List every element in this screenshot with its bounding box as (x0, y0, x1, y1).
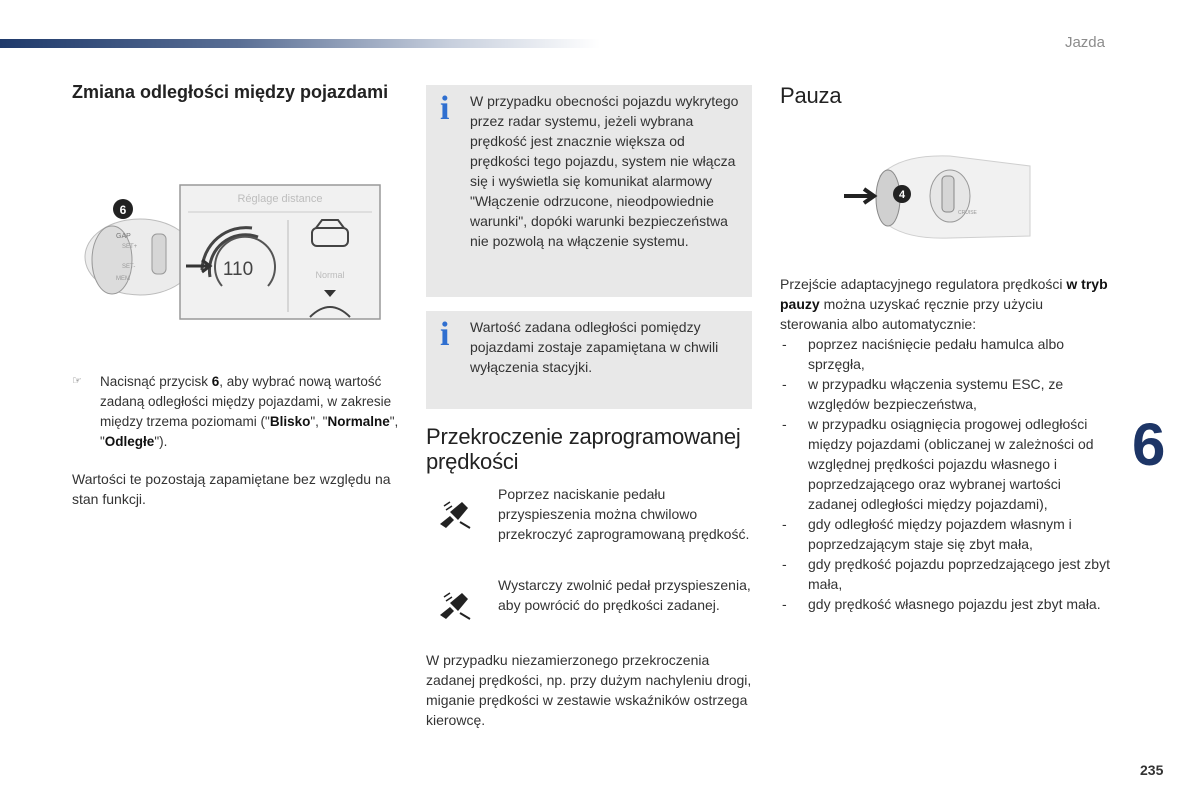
screen-title: Réglage distance (237, 193, 323, 205)
overspeed-warning-text: W przypadku niezamierzonego przekroczenia zadanej prędkości, np. przy dużym nachyleniu drogi, miganie prędkości w zestawie wskaźników ostrzega kierowcę. (426, 652, 752, 728)
list-item: - poprzez naciśnięcie pedału hamulca albo sprzęgła, (782, 336, 1065, 372)
distance-illustration (82, 182, 382, 322)
stalk-label-cruise: CRUISE (958, 210, 977, 216)
mode-label: Normal (315, 270, 345, 280)
button-6-label: 6 (119, 203, 127, 217)
foot-pedal-release-icon (434, 585, 474, 625)
page-number: 235 (1140, 762, 1164, 778)
pedal-release-item: Wystarczy zwolnić pedał przyspieszenia, aby powrócić do prędkości zadanej. (426, 575, 756, 615)
pause-illustration (840, 146, 1040, 246)
foot-pedal-press-icon (434, 494, 474, 534)
header-gradient-bar (0, 39, 600, 48)
info-box-radar: i W przypadku obecności pojazdu wykrytego przez radar systemu, jeżeli wybrana prędkość jest znacznie większa od prędkości tego pojazdu, system nie włącza się i wyświetla się komunikat alarmowy "Włączenie odrzucone, nieodpowiednie warunki", dopóki warunki bezpieczeństwa nie pozwolą na włączenie systemu. (426, 85, 752, 297)
chapter-number: 6 (1132, 411, 1166, 478)
list-item: - w przypadku włączenia systemu ESC, ze względów bezpieczeństwa, (782, 376, 1064, 412)
info-icon: i (440, 316, 450, 353)
list-item: - gdy odległość między pojazdem własnym i poprzedzającym staje się zbyt mała, (782, 516, 1072, 552)
info-icon: i (440, 90, 450, 127)
pause-heading: Pauza (780, 83, 842, 108)
values-memorized-text: Wartości te pozostają zapamiętane bez względu na stan funkcji. (72, 471, 391, 507)
stalk-label-mem: MEM (116, 276, 130, 282)
button-4-label: 4 (898, 189, 906, 201)
distance-heading: Zmiana odległości między pojazdami (72, 82, 389, 102)
stalk-label-gap: GAP (116, 233, 131, 240)
stalk-label-set-plus: SET+ (122, 244, 138, 250)
pause-intro-text: Przejście adaptacyjnego regulatora prędkości w tryb pauzy można uzyskać ręcznie przy użyciu sterowania albo automatycznie: (780, 276, 1108, 332)
info-box-memory: i Wartość zadana odległości pomiędzy pojazdami zostaje zapamiętana w chwili wyłączenia stacyjki. (426, 311, 752, 409)
bullet-arrow-icon: ☞ (72, 375, 82, 387)
pedal-press-item: Poprzez naciskanie pedału przyspieszenia można chwilowo przekroczyć zaprogramowaną prędkość. (426, 484, 756, 544)
level-close: Blisko (269, 414, 311, 429)
level-normal: Normalne (327, 414, 390, 429)
level-far: Odległe (104, 434, 155, 449)
pause-conditions-list (780, 334, 1110, 614)
list-item: - w przypadku osiągnięcia progowej odległości między pojazdami (obliczanej w zależności od względnej prędkości pojazdu własnego i poprzedzającego oraz wybranej wartości zadanej odległości między pojazdami), (782, 416, 1094, 512)
speed-value: 110 (222, 259, 254, 280)
overspeed-heading: Przekroczenie zaprogramowanej prędkości (426, 424, 741, 474)
stalk-label-set-minus: SET- (122, 264, 136, 270)
bullet-press-button-6: ☞ Nacisnąć przycisk 6, aby wybrać nową wartość zadaną odległości między pojazdami, w zakresie między trzema poziomami ("Blisko", "Normalne", "Odległe"). (72, 374, 399, 449)
list-item: - gdy prędkość własnego pojazdu jest zbyt mała. (782, 596, 1101, 612)
section-title: Jazda (1064, 34, 1105, 51)
list-item: - gdy prędkość pojazdu poprzedzającego jest zbyt mała, (782, 556, 1110, 592)
